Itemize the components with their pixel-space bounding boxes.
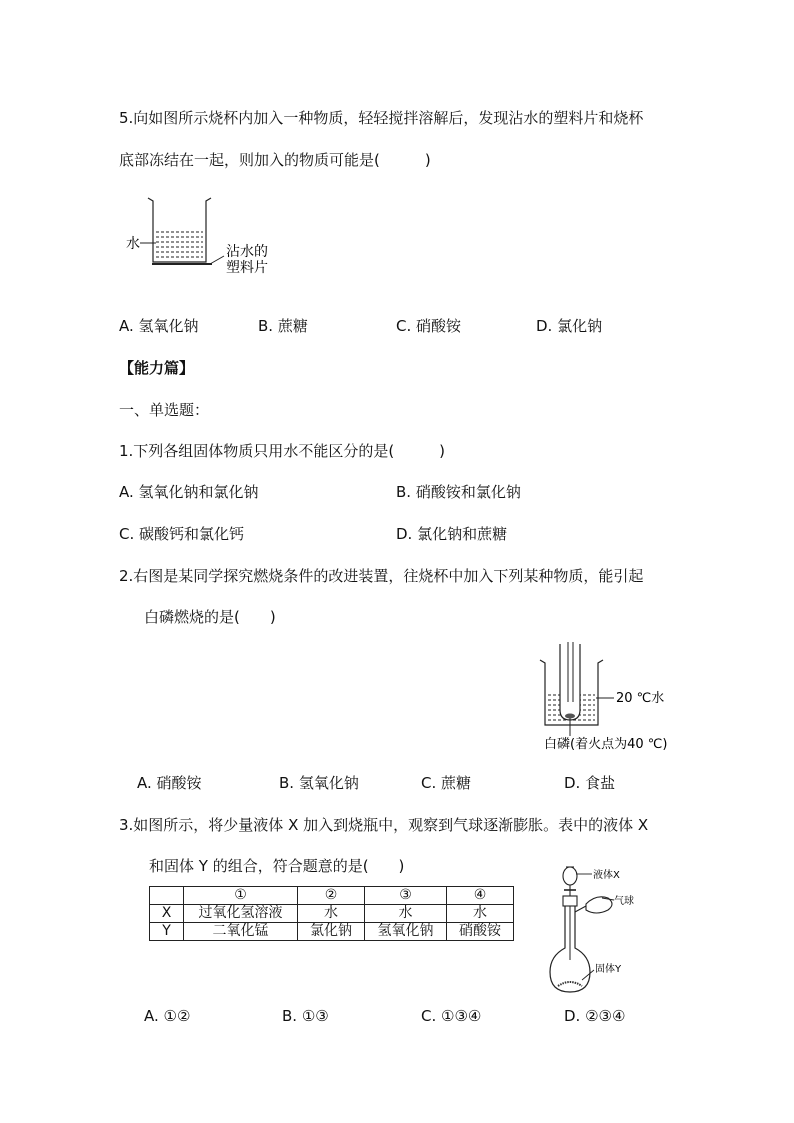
table-cell (150, 887, 184, 905)
q1-stem: 1.下列各组固体物质只用水不能区分的是( ) (119, 442, 446, 460)
q1-option-c[interactable]: C. 碳酸钙和氯化钙 (119, 525, 245, 543)
section-heading: 【能力篇】 (119, 359, 195, 377)
q1-option-d[interactable]: D. 氯化钠和蔗糖 (396, 525, 508, 543)
q2-option-a[interactable]: A. 硝酸铵 (137, 774, 202, 792)
label-liquid-x: 液体X (593, 870, 620, 881)
table-cell: 氢氧化钠 (365, 923, 447, 941)
test-tube (560, 644, 580, 720)
table-cell: X (150, 905, 184, 923)
table-cell: ③ (365, 887, 447, 905)
q2-option-d[interactable]: D. 食盐 (564, 774, 616, 792)
table-cell: 水 (365, 905, 447, 923)
q5-option-a[interactable]: A. 氢氧化钠 (119, 317, 199, 335)
label-white-phosphorus: 白磷(着火点为40 ℃) (544, 737, 668, 752)
label-water: 水 (126, 236, 140, 252)
table-cell: 硝酸铵 (447, 923, 514, 941)
table-row (150, 923, 514, 941)
table-cell: Y (150, 923, 184, 941)
section-subheading: 一、单选题： (119, 401, 210, 419)
table-cell: 水 (447, 905, 514, 923)
flask-balloon-figure (540, 860, 650, 1000)
label-plastic-1: 沾水的 (226, 244, 268, 260)
table-cell: 过氧化氢溶液 (184, 905, 298, 923)
label-solid-y: 固体Y (595, 964, 622, 975)
q3-option-d[interactable]: D. ②③④ (564, 1007, 626, 1025)
q5-option-b[interactable]: B. 蔗糖 (258, 317, 308, 335)
table-row (150, 905, 514, 923)
table-cell: 水 (298, 905, 365, 923)
q2-stem-line1: 2.右图是某同学探究燃烧条件的改进装置，往烧杯中加入下列某种物质，能引起 (119, 567, 644, 585)
plastic-sheet (152, 263, 212, 265)
q3-option-b[interactable]: B. ①③ (282, 1007, 329, 1025)
q2-option-b[interactable]: B. 氢氧化钠 (279, 774, 359, 792)
phosphorus-dot (565, 714, 575, 719)
table-cell: ④ (447, 887, 514, 905)
q3-option-c[interactable]: C. ①③④ (421, 1007, 482, 1025)
q5-option-c[interactable]: C. 硝酸铵 (396, 317, 462, 335)
combination-table (149, 886, 514, 941)
q3-stem-line1: 3.如图所示，将少量液体 X 加入到烧瓶中，观察到气球逐渐膨胀。表中的液体 X (119, 816, 649, 834)
label-water-20c: 20 ℃水 (616, 691, 665, 706)
label-balloon: 气球 (614, 896, 634, 907)
table-cell: 二氧化锰 (184, 923, 298, 941)
phosphorus-beaker-figure (530, 640, 680, 755)
table-cell: ① (184, 887, 298, 905)
q2-option-c[interactable]: C. 蔗糖 (421, 774, 472, 792)
beaker-plastic-figure (118, 192, 288, 282)
table-row (150, 887, 514, 905)
q3-option-a[interactable]: A. ①② (144, 1007, 191, 1025)
water-dashes (156, 232, 203, 257)
q5-option-d[interactable]: D. 氯化钠 (536, 317, 603, 335)
dropping-funnel (563, 867, 577, 885)
q5-stem-line2: 底部冻结在一起，则加入的物质可能是( ) (119, 151, 431, 169)
label-plastic-2: 塑料片 (226, 260, 268, 276)
q1-option-a[interactable]: A. 氢氧化钠和氯化钠 (119, 483, 259, 501)
table-cell: 氯化钠 (298, 923, 365, 941)
q3-stem-line2: 和固体 Y 的组合，符合题意的是( ) (149, 857, 405, 875)
q5-stem-line1: 5.向如图所示烧杯内加入一种物质，轻轻搅拌溶解后，发现沾水的塑料片和烧杯 (119, 109, 644, 127)
table-cell: ② (298, 887, 365, 905)
q1-option-b[interactable]: B. 硝酸铵和氯化钠 (396, 483, 521, 501)
q2-stem-line2: 白磷燃烧的是( ) (144, 608, 276, 626)
